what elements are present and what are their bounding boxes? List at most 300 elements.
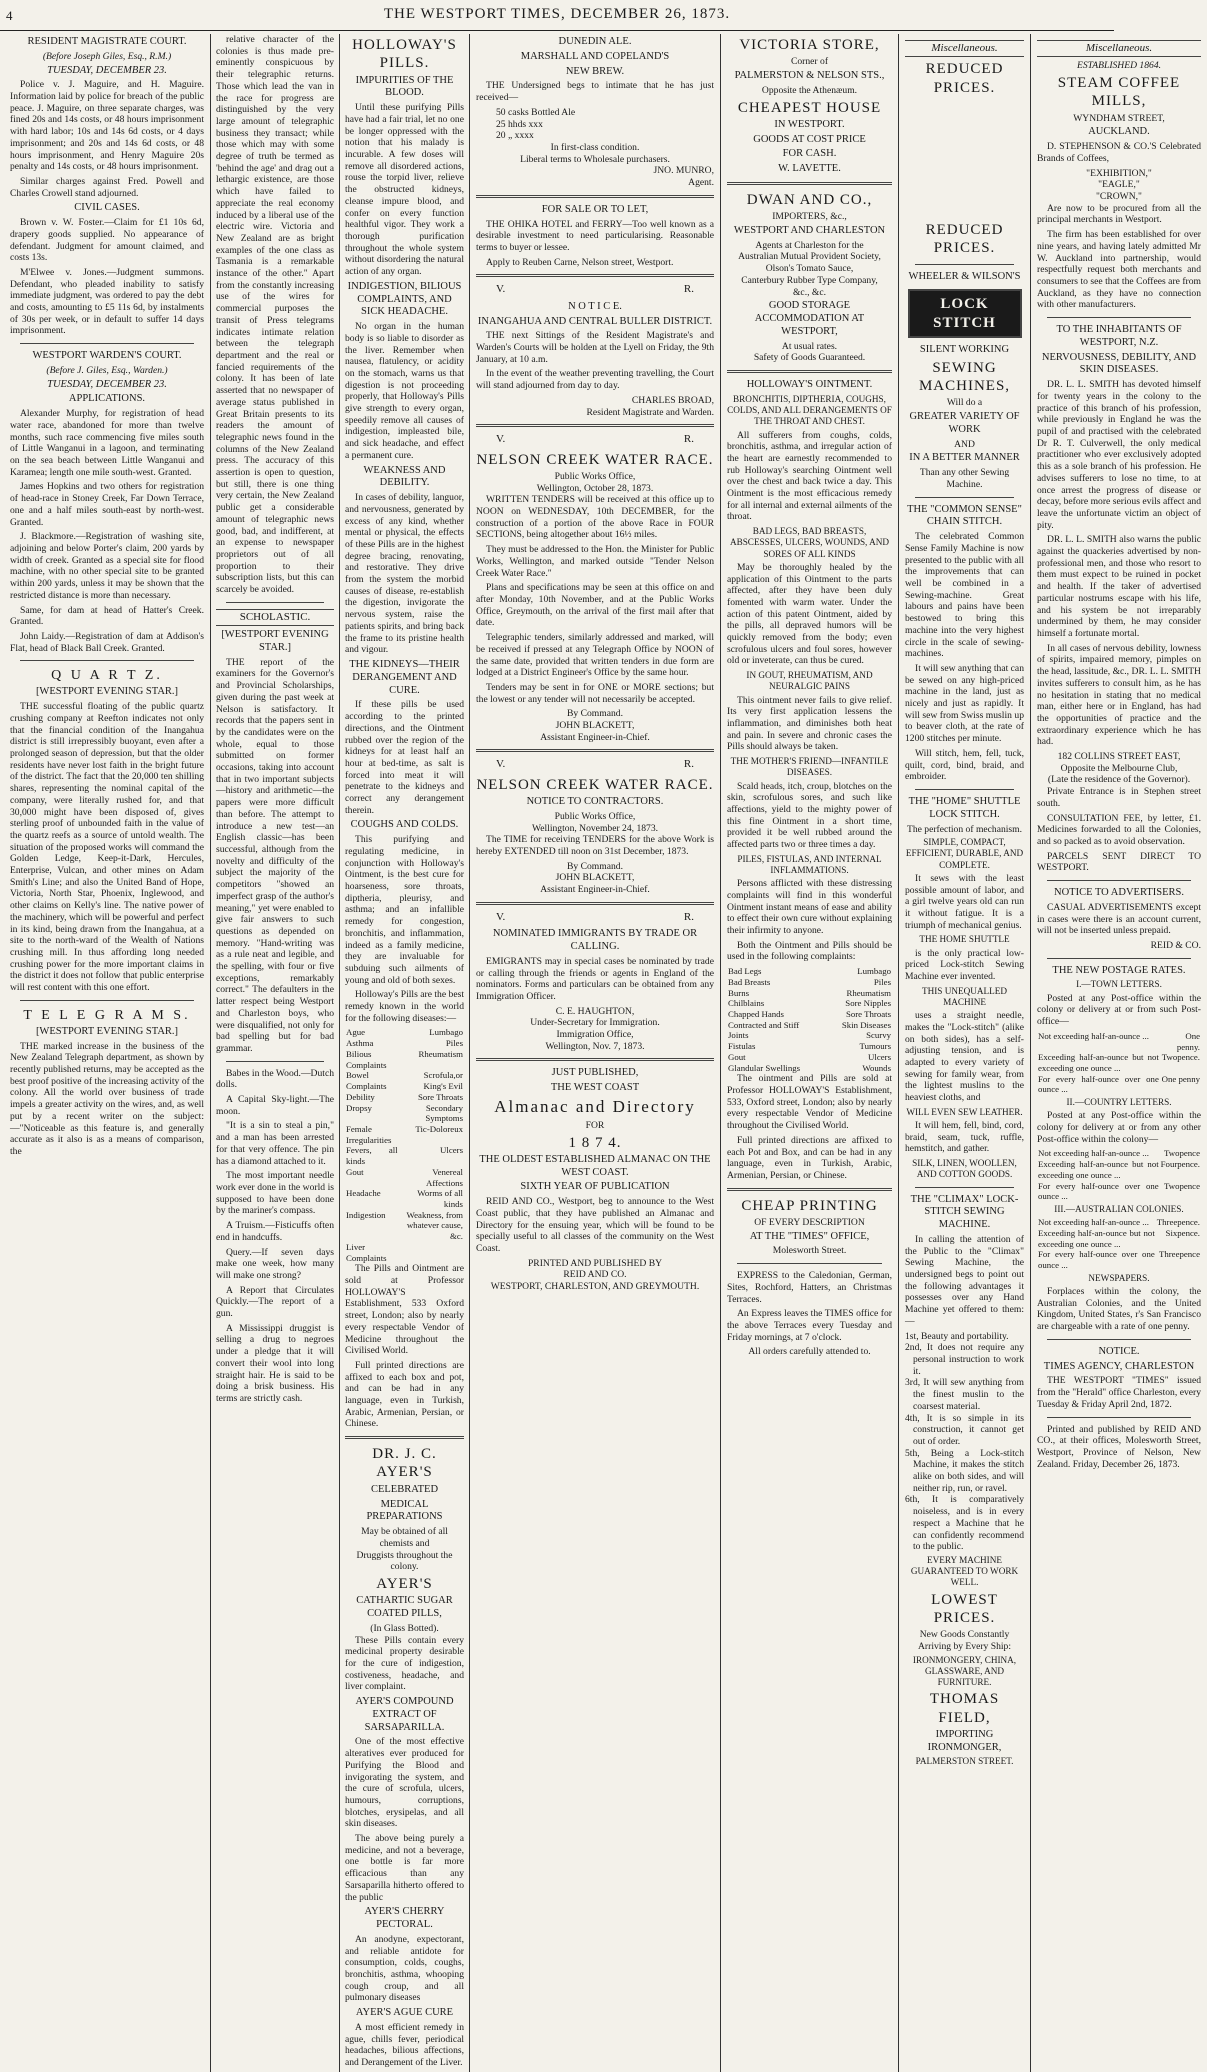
postage-sub: II.—COUNTRY LETTERS. bbox=[1066, 1097, 1172, 1108]
application-paragraph: John Laidy.—Registration of dam at Addison's Flat, head of Black Ball Creek. Granted. bbox=[10, 630, 204, 654]
ncr2-paragraph: The TIME for receiving TENDERS for the above Work is hereby EXTENDED till noon on 31st December, 1873. bbox=[476, 834, 714, 858]
complaint-row-cell: Bad Legs bbox=[728, 966, 762, 977]
column-4 bbox=[721, 34, 898, 2072]
snippet: A Capital Sky-light.—The moon. bbox=[216, 1094, 334, 1117]
holloway-sub: IMPURITIES OF THE BLOOD. bbox=[355, 74, 454, 99]
disease-row-cell: Tic-Doloreux bbox=[415, 1123, 463, 1134]
ointment-heading: HOLLOWAY'S OINTMENT. bbox=[746, 379, 873, 391]
complaint-row-cell: Wounds bbox=[862, 1062, 891, 1073]
dunedin-line: NEW BREW. bbox=[565, 65, 625, 77]
notice-sub: INANGAHUA AND CENTRAL BULLER DISTRICT. bbox=[477, 315, 713, 327]
rate-row bbox=[1037, 1074, 1201, 1095]
home-shuttle-line: THE HOME SHUTTLE bbox=[919, 934, 1010, 945]
rate-row bbox=[1037, 1249, 1201, 1270]
agency-line: TIMES AGENCY, CHARLESTON bbox=[1043, 1360, 1195, 1372]
ncr-paragraph: They must be addressed to the Hon. the Minister for Public Works, Wellington, and marked outside "Tender Nelson Creek Water Race." bbox=[476, 544, 714, 579]
dwan-line: Canterbury Rubber Type Company, bbox=[741, 274, 878, 286]
disease-row-cell: Secondary Symptoms bbox=[425, 1102, 463, 1124]
complaint-row-cell: Piles bbox=[873, 976, 891, 987]
complaint-row-cell: Rheumatism bbox=[846, 987, 891, 998]
divider bbox=[1047, 1417, 1191, 1418]
snippet: A Report that Circulates Quickly.—The report of a gun. bbox=[216, 1284, 334, 1320]
ncr-heading: NELSON CREEK WATER RACE. bbox=[476, 451, 714, 468]
cheap-printing-line: Molesworth Street. bbox=[772, 1245, 847, 1257]
disease-row-cell bbox=[399, 1242, 464, 1263]
disease-row-cell: Piles bbox=[445, 1038, 463, 1049]
vr-v: V. bbox=[496, 910, 506, 923]
dunedin-line: DUNEDIN ALE. bbox=[558, 36, 632, 47]
columns bbox=[4, 34, 1201, 2068]
ncr2-sub: NOTICE TO CONTRACTORS. bbox=[526, 796, 664, 808]
divider bbox=[737, 1263, 882, 1264]
notice-heading: N O T I C E. bbox=[568, 300, 622, 312]
coffee-mills-line: AUCKLAND. bbox=[1088, 126, 1150, 138]
disease-row-cell: Scrofula,or King's Evil bbox=[423, 1070, 463, 1092]
victoria-line: PALMERSTON & NELSON STS., bbox=[734, 70, 885, 81]
rmc-date: TUESDAY, DECEMBER 23. bbox=[47, 64, 167, 76]
notice-paragraph: THE next Sittings of the Resident Magistrate's and Warden's Courts will be holden at the Lyell on Friday, the 9th January, at 10 a.m. bbox=[476, 330, 714, 365]
coffee-mills-paragraph: The firm has been established for over nine years, and having lately admitted Mr W. Auckland into partnership, would respectfully request both merchants and consumers to see that the Coffees are from Auckland, as they have no connection with other manufacturers. bbox=[1037, 229, 1201, 311]
ncr2-line: Wellington, November 24, 1873. bbox=[531, 822, 659, 834]
climax-item: 2nd, It does not require any personal instruction to work it. bbox=[905, 1342, 1024, 1377]
column-2b bbox=[340, 34, 469, 2072]
climax-item: 1st, Beauty and portability. bbox=[905, 1330, 1009, 1342]
thomas-field-line: IMPORTING IRONMONGER, bbox=[927, 1728, 1002, 1753]
victoria-line: Opposite the Athenæum. bbox=[761, 84, 858, 96]
disease-row-cell: Lumbago bbox=[429, 1027, 463, 1038]
ayer-line: AYER'S COMPOUND EXTRACT OF SARSAPARILLA. bbox=[355, 1696, 454, 1733]
page-number: 4 bbox=[6, 8, 13, 23]
disease-row-cell: Bowel Complaints bbox=[346, 1070, 387, 1092]
dunedin-item: 50 casks Bottled Ale bbox=[496, 106, 576, 118]
express-line: All orders carefully attended to. bbox=[748, 1346, 871, 1358]
vr-monogram bbox=[476, 283, 714, 296]
miscellaneous-heading: Miscellaneous. bbox=[905, 40, 1024, 57]
holloway-paragraph: This purifying and regulating medicine, in conjunction with Holloway's Ointment, is the best cure for hoarseness, sore throats, diptheria, pleurisy, and asthma; and an infallible remedy for congestion, bronchitis, and inflammation, indeed as a family medicine, they are invaluable for subduing such ailments of young and old of both sexes. bbox=[345, 834, 464, 986]
dwan-line: IMPORTERS, &c., bbox=[772, 211, 847, 223]
ayer-line: MEDICAL PREPARATIONS bbox=[366, 1498, 443, 1523]
victoria-line: CHEAPEST HOUSE bbox=[737, 99, 882, 116]
dwan-line: At usual rates. bbox=[781, 340, 838, 352]
rate-row-cell: For every half-ounce over one ounce ... bbox=[1038, 1180, 1159, 1202]
ww-line: SEWING MACHINES, bbox=[918, 359, 1011, 395]
imprint: Printed and published by REID AND CO., at their offices, Molesworth Street, Westport, Province of Nelson, New Zealand. Friday, December 26, 1873. bbox=[1037, 1423, 1201, 1470]
disease-row-cell: Ague bbox=[346, 1027, 366, 1038]
disease-row bbox=[345, 1188, 464, 1209]
disease-row-cell: Sore Throats bbox=[417, 1091, 463, 1102]
ayer-paragraph: The above being purely a medicine, and not a beverage, one bottle is far more efficacious than any Sarsaparilla hitherto offered to the public bbox=[345, 1833, 464, 1903]
rate-row bbox=[1037, 1159, 1201, 1180]
divider bbox=[226, 1061, 324, 1062]
disease-row-cell: Asthma bbox=[346, 1038, 374, 1049]
disease-row bbox=[345, 1210, 464, 1242]
almanac-line: JUST PUBLISHED, bbox=[551, 1067, 639, 1079]
snippet: Babes in the Wood.—Dutch dolls. bbox=[216, 1067, 334, 1091]
divider bbox=[727, 370, 892, 373]
disease-row bbox=[345, 1124, 464, 1145]
disease-row bbox=[345, 1092, 464, 1103]
ayer-line: (In Glass Botted). bbox=[370, 1622, 439, 1634]
divider bbox=[476, 749, 714, 752]
complaint-row-cell: Sore Nipples bbox=[845, 998, 891, 1009]
coffee-brand: "EAGLE," bbox=[1098, 179, 1140, 191]
home-shuttle-line: WILL EVEN SEW LEATHER. bbox=[906, 1106, 1023, 1117]
postage-rates-town bbox=[1037, 1031, 1201, 1095]
divider bbox=[915, 1187, 1014, 1188]
disease-row-cell: Bilious Complaints bbox=[346, 1048, 387, 1070]
advertisers-paragraph: CASUAL ADVERTISEMENTS except in cases were there is an account current, will not be inserted unless prepaid. bbox=[1037, 901, 1201, 937]
rate-row bbox=[1037, 1148, 1201, 1159]
dunedin-line: MARSHALL AND COPELAND'S bbox=[520, 50, 670, 62]
rate-row-cell: Twopence bbox=[1163, 1180, 1200, 1191]
disease-row bbox=[345, 1242, 464, 1263]
ncr-paragraph: Tenders may be sent in for ONE or MORE sections; but the lowest or any tender will not necessarily be accepted. bbox=[476, 681, 714, 705]
disease-row-cell: Headache bbox=[346, 1188, 381, 1199]
rate-row-cell: Fourpence. bbox=[1160, 1159, 1200, 1170]
holloway-disease-list bbox=[345, 1027, 464, 1263]
disease-row-cell: Worms of all kinds bbox=[417, 1188, 463, 1209]
holloway-paragraph: The Pills and Ointment are sold at Professor HOLLOWAY'S Establishment, 533 Oxford street, London; also by nearly every respectable Vendor of Medicine throughout the Civilised World. bbox=[345, 1263, 464, 1357]
page-title: THE WESTPORT TIMES, DECEMBER 26, 1873. bbox=[383, 6, 731, 22]
nervousness-heading: NERVOUSNESS, DEBILITY, AND SKIN DISEASES. bbox=[1041, 351, 1197, 376]
nervousness-paragraph: Private Entrance is in Stephen street south. bbox=[1037, 786, 1201, 809]
vr-v: V. bbox=[496, 758, 506, 771]
snippet: "It is a sin to steal a pin," and a man has been arrested for that very offence. The pin has a diamond attached to it. bbox=[216, 1120, 334, 1167]
civil-paragraph: Brown v. W. Foster.—Claim for £1 10s 6d, drapery goods supplied. No appearance of defendant. Judgment for amount claimed, and costs 13s. bbox=[10, 217, 204, 264]
victoria-heading: VICTORIA STORE, bbox=[739, 37, 880, 53]
climax-line: LOWEST PRICES. bbox=[931, 1591, 998, 1626]
home-shuttle-paragraph: It will hem, fell, bind, cord, braid, seam, tuck, ruffle, hemstitch, and gather. bbox=[905, 1120, 1024, 1155]
postage-paragraph: Posted at any Post-office within the colony or delivery at or from such Post-office— bbox=[1037, 992, 1201, 1028]
ointment-paragraph: Scald heads, itch, croup, blotches on the skin, scrofulous sores, and such like affections, yield to the mighty power of this fine Ointment in a short time, provided it be well rubbed around the affected parts two or three times a day. bbox=[727, 780, 892, 851]
divider bbox=[727, 182, 892, 185]
rate-row-cell: One penny bbox=[1161, 1073, 1200, 1084]
scholastic-source: [WESTPORT EVENING STAR.] bbox=[221, 629, 329, 653]
disease-row-cell: Rheumatism bbox=[418, 1048, 463, 1059]
rate-row-cell: Threepence bbox=[1158, 1249, 1200, 1260]
holloway-pills-heading: HOLLOWAY'S PILLS. bbox=[352, 37, 457, 72]
vr-r: R. bbox=[683, 910, 694, 923]
disease-row-cell: Weakness, from whatever cause, &c. bbox=[406, 1209, 463, 1242]
almanac-line: WESTPORT, CHARLESTON, AND GREYMOUTH. bbox=[490, 1281, 700, 1293]
climax-item: 4th, It is so simple in its construction, it cannot get out of order. bbox=[905, 1412, 1024, 1447]
coffee-brand: "CROWN," bbox=[1096, 191, 1142, 203]
disease-row bbox=[345, 1038, 464, 1049]
nom-line: Wellington, Nov. 7, 1873. bbox=[545, 1040, 645, 1052]
climax-line: EVERY MACHINE GUARANTEED TO WORK WELL. bbox=[910, 1554, 1019, 1588]
ointment-sub: THE MOTHER'S FRIEND—INFANTILE DISEASES. bbox=[730, 756, 889, 778]
ww-line: Will do a bbox=[946, 397, 983, 409]
reduced-prices-heading: REDUCED PRICES. bbox=[925, 222, 1004, 257]
column-6 bbox=[1031, 34, 1207, 2072]
ncr2-signature: Assistant Engineer-in-Chief. bbox=[540, 884, 650, 896]
vr-v: V. bbox=[496, 283, 506, 296]
common-sense-paragraph: It will sew anything that can be sewed on any high-priced machine in the land, just as nicely and just as rapidly. It will sew from Swiss muslin up to beaver cloth, at the rate of 1200 stitches per minute. bbox=[905, 662, 1024, 745]
complaint-row-cell: Scurvy bbox=[866, 1030, 891, 1041]
rate-row-cell: Not exceeding half-an-ounce ... bbox=[1038, 1217, 1149, 1228]
ayer-line: Druggists throughout the colony. bbox=[356, 1549, 453, 1573]
new-goods-line: IRONMONGERY, CHINA, GLASSWARE, AND FURNITURE. bbox=[912, 1654, 1017, 1688]
home-shuttle-line: SIMPLE, COMPACT, EFFICIENT, DURABLE, AND COMPLETE. bbox=[905, 837, 1024, 870]
divider bbox=[1047, 1339, 1191, 1340]
ohika-paragraph: Apply to Reuben Carne, Nelson street, Westport. bbox=[486, 256, 674, 268]
divider bbox=[476, 902, 714, 905]
divider bbox=[226, 602, 324, 603]
ncr-line: Public Works Office, bbox=[554, 470, 636, 482]
postage-sub: I.—TOWN LETTERS. bbox=[1076, 979, 1162, 990]
dwan-heading: DWAN AND CO., bbox=[746, 191, 873, 208]
complaint-row bbox=[727, 977, 892, 988]
reduced-prices-heading: REDUCED PRICES. bbox=[925, 61, 1004, 96]
complaint-row bbox=[727, 998, 892, 1009]
divider bbox=[20, 1000, 194, 1001]
ointment-paragraph: This ointment never fails to give relief. Its very first application lessens the inflammation, and diminishes both heat and pain. In severe and chronic cases the Pills should always be taken. bbox=[727, 694, 892, 753]
almanac-line: SIXTH YEAR OF PUBLICATION bbox=[520, 1181, 670, 1193]
ointment-paragraph: Both the Ointment and Pills should be used in the following complaints: bbox=[727, 939, 892, 963]
ayer-line: CELEBRATED bbox=[370, 1483, 439, 1495]
ww-line: Than any other Sewing Machine. bbox=[919, 467, 1010, 490]
miscellaneous-heading: Miscellaneous. bbox=[1037, 40, 1201, 57]
divider bbox=[20, 660, 194, 661]
almanac-line: PRINTED AND PUBLISHED BY bbox=[527, 1257, 663, 1269]
dwan-line: Safety of Goods Guaranteed. bbox=[753, 352, 866, 364]
nervousness-line: 182 COLLINS STREET EAST, bbox=[1057, 751, 1181, 763]
nervousness-paragraph: PARCELS SENT DIRECT TO WESTPORT. bbox=[1037, 850, 1201, 874]
common-sense-paragraph: Will stitch, hem, fell, tuck, quilt, cord, bind, braid, and embroider. bbox=[905, 747, 1024, 783]
disease-row bbox=[345, 1070, 464, 1091]
rate-row-cell: For every half-ounce over one ounce ... bbox=[1038, 1249, 1155, 1271]
column-3 bbox=[470, 34, 720, 2072]
rate-row-cell: Not exceeding half-an-ounce ... bbox=[1038, 1030, 1149, 1041]
nom-paragraph: EMIGRANTS may in special cases be nominated by trade or calling through the friends or agents in England of the nominators. Forms and particulars can be obtained from any Immigration Officer. bbox=[476, 955, 714, 1002]
divider bbox=[915, 789, 1014, 790]
complaint-row-cell: Chilblains bbox=[728, 998, 765, 1009]
disease-row-cell: Fevers, all kinds bbox=[346, 1145, 398, 1167]
ncr2-signature: By Command. bbox=[567, 860, 623, 872]
ointment-paragraph: Full printed directions are affixed to each Pot and Box, and can be had in any language, even in Turkish, Arabic, Armenian, Persian, or Chinese. bbox=[727, 1134, 892, 1181]
ncr-paragraph: Telegraphic tenders, similarly addressed and marked, will be received if pressed at any Telegraph Office by NOON of the same date, provided that written tenders in due form are lodged at a District Engineer's Office by the same hour. bbox=[476, 632, 714, 679]
snippet: The most important needle work ever done in the world is supposed to have been done by the mariner's compass. bbox=[216, 1170, 334, 1217]
quartz-source: [WESTPORT EVENING STAR.] bbox=[35, 686, 179, 698]
dunedin-paragraph: THE Undersigned begs to intimate that he has just received— bbox=[476, 80, 714, 104]
ncr2-heading: NELSON CREEK WATER RACE. bbox=[476, 776, 714, 793]
rmc-paragraph: Similar charges against Fred. Powell and Charles Crowell stand adjourned. bbox=[10, 175, 204, 199]
telegrams-continued: relative character of the colonies is thus made pre-eminently conspicuous by their telegraphic returns. Those which lead the van in the race for progress are distinguished by the very large amount of telegraphic business they transact; while those which may with some degree of truth be termed as 'behind the age' and drag out a lethargic existence, are those which have failed to appreciate the real economy induced by a liberal use of the electric wire. Victoria and New Zealand are as bright examples of the one class as Tasmania is a remarkable instance of the other." Apart from the constantly increasing use of the wires for commercial purposes the transit of Press telegrams indicates intimate relation between the telegraph department and the real or fancied requirements of the colony. It has been of late asserted that no newspaper of average status published in Great Britain presents to its readers the amount of telegraphic news found in the columns of the New Zealand press. The accuracy of this assertion is open to question, but still, there is one thing very certain, the New Zealand public get a considerable amount of telegraphic news good, bad, and indifferent, at an expense to newspaper proprietors out of all proportion to their subscription lists, but this can scarcely be avoided. bbox=[216, 34, 334, 596]
ww-line: WHEELER & WILSON'S bbox=[908, 270, 1021, 282]
home-shuttle-paragraph: is the only practical low-priced Lock-stitch Sewing Machine ever invented. bbox=[905, 947, 1024, 983]
disease-row bbox=[345, 1027, 464, 1038]
nervousness-paragraph: CONSULTATION FEE, by letter, £1. Medicines forwarded to all the Colonies, and so packed as to avoid observation. bbox=[1037, 812, 1201, 847]
ointment-paragraph: Persons afflicted with these distressing complaints will find in this wonderful Ointment instant means of ease and ability to effect their own cure without explaining their infirmity to anyone. bbox=[727, 878, 892, 937]
agency-paragraph: THE WESTPORT "TIMES" issued from the "Herald" office Charleston, every Tuesday & Friday April 2nd, 1872. bbox=[1037, 1375, 1201, 1410]
ointment-sub: BAD LEGS, BAD BREASTS, ABSCESSES, ULCERS, WOUNDS, AND SORES OF ALL KINDS bbox=[729, 526, 890, 559]
cheap-printing-heading: CHEAP PRINTING bbox=[741, 1197, 878, 1214]
dwan-line: WESTPORT AND CHARLESTON bbox=[733, 224, 886, 236]
coffee-mills-heading: STEAM COFFEE MILLS, bbox=[1057, 75, 1181, 110]
victoria-line: Corner of bbox=[790, 56, 829, 68]
advertisers-signature: REID & CO. bbox=[1150, 939, 1201, 951]
thomas-field-name: THOMAS FIELD, bbox=[929, 1691, 1000, 1726]
holloway-paragraph: No organ in the human body is so liable to disorder as the liver. Remember when nausea, flatulency, or acidity on the stomach, warns us that digestion is not proceeding properly, that Holloway's Pills give strength to every organ, speedily remove all causes of indigestion, impleasted bile, and sick headache, and effect a permanent cure. bbox=[345, 321, 464, 461]
coffee-mills-paragraph: Are now to be procured from all the principal merchants in Westport. bbox=[1037, 202, 1201, 226]
ncr-signature: JOHN BLACKETT, bbox=[555, 720, 635, 732]
complaint-row-cell: Lumbago bbox=[857, 966, 891, 977]
holloway-paragraph: Holloway's Pills are the best remedy known in the world for the following diseases:— bbox=[345, 989, 464, 1024]
snippet: A Truism.—Fisticuffs often end in handcuffs. bbox=[216, 1220, 334, 1243]
climax-paragraph: In calling the attention of the Public to the "Climax" Sewing Machine, the undersigned begs to point out the following advantages it possesses over any Hand Machine yet offered to them:— bbox=[905, 1233, 1024, 1327]
ayer-line: AYER'S CHERRY PECTORAL. bbox=[364, 1906, 445, 1931]
complaint-row bbox=[727, 988, 892, 999]
ww-line: GREATER VARIETY OF WORK bbox=[909, 411, 1020, 435]
nom-heading: NOMINATED IMMIGRANTS BY TRADE OR CALLING. bbox=[492, 928, 698, 953]
rate-row-cell: Not exceeding half-an-ounce ... bbox=[1038, 1148, 1149, 1159]
ayer-paragraph: These Pills contain every medicinal property desirable for the cure of indigestion, costiveness, headache, and liver complaint. bbox=[345, 1634, 464, 1693]
telegrams-heading: T E L E G R A M S. bbox=[23, 1007, 191, 1023]
disease-row-cell: Liver Complaints bbox=[346, 1241, 387, 1263]
dwan-line: GOOD STORAGE ACCOMMODATION AT WESTPORT, bbox=[754, 300, 865, 337]
home-shuttle-line: SILK, LINEN, WOOLLEN, AND COTTON GOODS. bbox=[912, 1158, 1017, 1180]
wwc-heading: WESTPORT WARDEN'S COURT. bbox=[32, 350, 182, 362]
lock-stitch-logo: LOCK STITCH bbox=[908, 289, 1022, 338]
rate-row-cell: Exceeding half-an-ounce but not exceeding one ounce ... bbox=[1038, 1159, 1159, 1180]
home-shuttle-paragraph: uses a straight needle, makes the "Lock-stitch" (alike on both sides), has a self-adjusting tension, and is adapted to every variety of sewing for family wear, from the lightest muslins to the heaviest cloths, and bbox=[905, 1010, 1024, 1104]
ayer-line: CATHARTIC SUGAR COATED PILLS, bbox=[356, 1595, 453, 1620]
disease-row-cell: Ulcers bbox=[440, 1145, 463, 1156]
victoria-line: FOR CASH. bbox=[782, 148, 837, 160]
complaint-row-cell: Ulcers bbox=[868, 1051, 891, 1062]
ww-line: IN A BETTER MANNER bbox=[909, 452, 1020, 464]
disease-row-cell: Dropsy bbox=[346, 1102, 372, 1113]
ohika-paragraph: THE OHIKA HOTEL and FERRY—Too well known as a desirable investment to need particularising. Reasonable terms to buyer or lessee. bbox=[476, 218, 714, 253]
column-1 bbox=[4, 34, 210, 2072]
nervousness-line: Opposite the Melbourne Club, bbox=[1060, 762, 1178, 774]
almanac-year: 1 8 7 4. bbox=[568, 1134, 622, 1151]
ayer-heading: DR. J. C. AYER'S bbox=[372, 1446, 437, 1481]
vr-monogram bbox=[476, 758, 714, 771]
disease-row-cell: Venereal Affections bbox=[426, 1166, 463, 1188]
ayer-paragraph: An anodyne, expectorant, and reliable antidote for consumption, colds, coughs, bronchitis, asthma, whooping cough croup, and all pulmonary diseases bbox=[345, 1933, 464, 2004]
rate-row-cell: Exceeding half-an-ounce but not exceeding one ounce ... bbox=[1038, 1227, 1155, 1249]
dunedin-line: Liberal terms to Wholesale purchasers. bbox=[520, 153, 670, 165]
divider bbox=[345, 1436, 464, 1439]
nom-signature: C. E. HAUGHTON, bbox=[555, 1005, 635, 1017]
holloway-sub: THE KIDNEYS—THEIR DERANGEMENT AND CURE. bbox=[349, 659, 460, 696]
nervousness-paragraph: DR. L. L. SMITH also warns the public against the quackeries advertised by non-professional men, and those who resort to them must expect to be ruined in pocket and health. If the taker of advertised particular nostrums escape with his life, and his system be not irreparably undermined by them, he may consider himself a fortunate mortal. bbox=[1037, 534, 1201, 639]
vr-v: V. bbox=[496, 433, 506, 446]
disease-row-cell: Female Irregularities bbox=[346, 1123, 392, 1145]
common-sense-heading: THE "COMMON SENSE" CHAIN STITCH. bbox=[907, 503, 1022, 528]
application-paragraph: J. Blackmore.—Registration of washing site, adjoining and below Porter's claim, 200 yards by width of creek. Granted as a special site for flood machine, with no other special site to be granted within 200 yards, unless it may be shown that the restricted distance is more than necessary. bbox=[10, 531, 204, 601]
climax-heading: THE "CLIMAX" LOCK-STITCH SEWING MACHINE. bbox=[910, 1193, 1019, 1231]
ayer-paragraph: A most efficient remedy in ague, chills fever, periodical headaches, bilious affections, and Derangement of the Liver. bbox=[345, 2021, 464, 2068]
nervousness-line: (Late the residence of the Governor). bbox=[1047, 774, 1191, 786]
complaint-row bbox=[727, 1020, 892, 1031]
disease-row bbox=[345, 1049, 464, 1070]
ww-line: AND bbox=[954, 438, 975, 450]
ncr2-line: Public Works Office, bbox=[554, 810, 636, 822]
rmc-subheading: (Before Joseph Giles, Esq., R.M.) bbox=[42, 50, 172, 62]
coffee-mills-paragraph: D. STEPHENSON & CO.'S Celebrated Brands of Coffees, bbox=[1037, 141, 1201, 164]
victoria-line: GOODS AT COST PRICE bbox=[753, 133, 866, 145]
ww-line: SILENT WORKING bbox=[919, 343, 1010, 355]
climax-list bbox=[905, 1331, 1024, 1553]
holloway-paragraph: In cases of debility, languor, and nervousness, generated by excess of any kind, whether mental or physical, the effects of these Pills are in the highest degree bracing, renovating, and restorative. They drive from the system the morbid causes of disease, re-establish the digestion, invigorate the nervous system, raise the patients spirits, and bring back the frame to its pristine health and vigour. bbox=[345, 492, 464, 656]
agency-heading: NOTICE. bbox=[1098, 1345, 1140, 1357]
almanac-title: Almanac and Directory bbox=[494, 1097, 696, 1117]
almanac-line: THE WEST COAST bbox=[550, 1082, 640, 1094]
common-sense-paragraph: The celebrated Common Sense Family Machine is now presented to the public with all the improvements that can well be combined in a Sewing-machine. Great labours and pains have been bestowed to bring this machine into the very highest circle in the scale of sewing-machines. bbox=[905, 531, 1024, 660]
ncr-signature: Assistant Engineer-in-Chief. bbox=[540, 731, 650, 743]
disease-row-cell: Debility bbox=[346, 1091, 375, 1102]
almanac-line: THE OLDEST ESTABLISHED ALMANAC ON THE WEST COAST. bbox=[479, 1153, 711, 1178]
cheap-printing-line: AT THE "TIMES" OFFICE, bbox=[749, 1230, 870, 1242]
complaint-row bbox=[727, 1030, 892, 1041]
postage-paragraph: Posted at any Post-office within the colony for delivery at or from any other Post-office within the colony— bbox=[1037, 1110, 1201, 1145]
home-shuttle-line: THIS UNEQUALLED MACHINE bbox=[922, 985, 1007, 1007]
complaint-row-cell: Chapped Hands bbox=[728, 1009, 784, 1019]
application-paragraph: James Hopkins and two others for registration of head-race in Stoney Creek, Far Down Terrace, one and a half miles south-east by north-west. Granted. bbox=[10, 481, 204, 528]
rate-row-cell: Exceeding half-an-ounce but not exceeding one ounce ... bbox=[1038, 1052, 1159, 1073]
dwan-line: Australian Mutual Provident Society, bbox=[738, 251, 881, 263]
almanac-paragraph: REID AND CO., Westport, beg to announce to the West Coast public, that they have published an Almanac and Directory for the ensuing year, which will be found to be specially useful to all classes of the community on the West Coast. bbox=[476, 1196, 714, 1254]
dwan-line: Olson's Tomato Sauce, bbox=[765, 263, 854, 275]
ointment-sub: PILES, FISTULAS, AND INTERNAL INFLAMMATIONS. bbox=[737, 853, 882, 875]
nervousness-paragraph: DR. L. L. SMITH has devoted himself for twenty years in the colony to the practice of this branch of his profession, while previously in England he was the pupil of and practised with the celebrated Dr R. T. Culverwell, the only medical practitioner who ever exclusively adopted this as a sole branch of his profession. He advises sufferers to lose no time, to at once arrest the progress of disease or decay, before more serious evils affect and leave the unfortunate victim an object of pity. bbox=[1037, 379, 1201, 531]
telegrams-paragraph: THE marked increase in the business of the New Zealand Telegraph department, as shown by recently published returns, may be accepted as the best proof positive of the increasing activity of the colony. All the world over business of trade impels a greater activity on the wires, and, as well put by a recent writer on the subject:—"Noticeable as this feature is, and generally accurate as it also is as a means of comparison, the bbox=[10, 1040, 204, 1157]
wwc-subheading: (Before J. Giles, Esq., Warden.) bbox=[46, 364, 168, 376]
ointment-sub: BRONCHITIS, DIPTHERIA, COUGHS, COLDS, AND ALL DERANGEMENTS OF THE THROAT AND CHEST. bbox=[727, 393, 892, 427]
rate-row-cell: Twopence. bbox=[1161, 1052, 1200, 1063]
rate-row bbox=[1037, 1228, 1201, 1249]
divider bbox=[1047, 317, 1191, 318]
rate-row-cell: Threepence. bbox=[1156, 1217, 1200, 1228]
climax-item: 5th, Being a Lock-stitch Machine, it makes the stitch alike on both sides, and will neither rip, run, or ravel. bbox=[905, 1447, 1024, 1494]
notice-paragraph: In the event of the weather preventing travelling, the Court will stand adjourned from day to day. bbox=[476, 368, 714, 392]
dunedin-signature: JNO. MUNRO, bbox=[653, 165, 714, 177]
complaint-row bbox=[727, 1063, 892, 1074]
thomas-field-line: PALMERSTON STREET. bbox=[915, 1756, 1014, 1767]
vr-r: R. bbox=[683, 433, 694, 446]
coffee-brand: "EXHIBITION," bbox=[1086, 167, 1152, 179]
masthead bbox=[0, 0, 1114, 31]
complaint-row-cell: Glandular Swellings bbox=[728, 1062, 801, 1073]
holloway-paragraph: If these pills be used according to the printed directions, and the Ointment rubbed over the region of the kidneys for at least half an hour at bed-time, as salt is forced into meat it will penetrate to the kidneys and correct any derangement therein. bbox=[345, 699, 464, 816]
postage-sub: NEWSPAPERS. bbox=[1088, 1272, 1150, 1283]
divider bbox=[727, 1188, 892, 1191]
express-paragraph: EXPRESS to the Caledonian, German, Sites, Rochford, Hatters, an Christmas Terraces. bbox=[727, 1270, 892, 1305]
column-2 bbox=[211, 34, 469, 2072]
inhabitants-heading: TO THE INHABITANTS OF WESTPORT, N.Z. bbox=[1056, 324, 1182, 348]
express-paragraph: An Express leaves the TIMES office for the above Terraces every Tuesday and Friday mornings, at 7 o'clock. bbox=[727, 1308, 892, 1343]
ncr2-signature: JOHN BLACKETT, bbox=[555, 872, 635, 884]
ointment-sub: IN GOUT, RHEUMATISM, AND NEURALGIC PAINS bbox=[746, 670, 873, 692]
complaint-row-cell: Tumours bbox=[859, 1041, 891, 1052]
spacer bbox=[905, 99, 1024, 219]
holloway-paragraph: Until these purifying Pills have had a fair trial, let no one be longer oppressed with the notion that his malady is incurable. A few doses will remove all disordered actions, rouse the torpid liver, relieve the obstructed kidneys, cleanse impure blood, and confer on every function healthful vigor. They work a thorough purification throughout the whole system without disordering the natural action of any organ. bbox=[345, 102, 464, 278]
telegrams-source: [WESTPORT EVENING STAR.] bbox=[35, 1025, 179, 1037]
nom-line: Immigration Office, bbox=[556, 1029, 634, 1041]
disease-row-cell: Gout bbox=[346, 1166, 364, 1177]
scholastic-paragraph: THE report of the examiners for the Governor's and Provincial Scholarships, given during the past week at Nelson is satisfactory. It records that the papers sent in by the candidates were on the whole, equal to those submitted on former occasions, taking into account that in two important subjects—history and arithmetic—the papers were more difficult than before. The attempt to introduce a new test—an English classic—has been successful, although from the novelty and difficulty of the subject the majority of the competitors "showed an imperfect grasp of the author's meaning," yet were enabled to give fair answers to such questions as depended on memory. "Hand-writing was as a rule neat and legible, and the spelling, with four or five exceptions, remarkably correct." The defaulters in the latter respect being Westport and Charleston boys, who were disqualified, not only for bad spelling but for bad grammar. bbox=[216, 656, 334, 1054]
ncr-line: Wellington, October 28, 1873. bbox=[536, 482, 654, 494]
victoria-line: IN WESTPORT. bbox=[774, 118, 845, 130]
vr-r: R. bbox=[683, 758, 694, 771]
divider bbox=[1047, 880, 1191, 881]
applications-heading: APPLICATIONS. bbox=[68, 393, 146, 405]
divider bbox=[476, 1058, 714, 1061]
climax-item: 6th, It is comparatively noiseless, and is in every respect a Machine that he can confidently recommend to the public. bbox=[905, 1494, 1024, 1553]
rate-row bbox=[1037, 1217, 1201, 1228]
